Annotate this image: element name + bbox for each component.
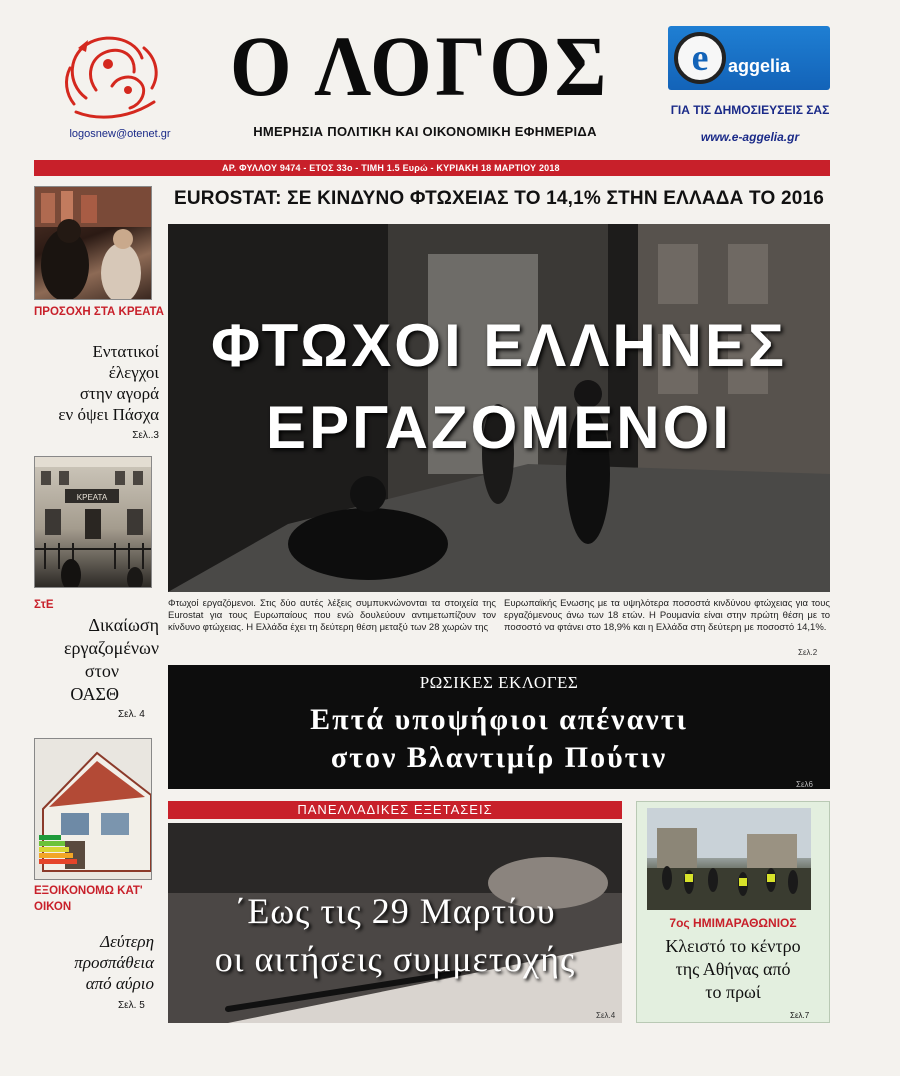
marathon-headline: Κλειστό το κέντρο της Αθήνας από το πρωί [665, 936, 801, 1002]
exams-headline-line-1: ΄Εως τις 29 Μαρτίου [234, 891, 556, 931]
exams-headline-line-2: οι αιτήσεις συμμετοχής [214, 939, 576, 979]
lead-headline-line-1: ΦΤΩΧΟΙ ΕΛΛΗΝΕΣ [210, 312, 788, 379]
exams-photo[interactable] [168, 823, 622, 1023]
ad-tagline: ΓΙΑ ΤΙΣ ΔΗΜΟΣΙΕΥΣΕΙΣ ΣΑΣ [670, 103, 830, 117]
russia-headline-line-2: στον Βλαντιμίρ Πούτιν [330, 741, 668, 774]
russia-kicker: ΡΩΣΙΚΕΣ ΕΚΛΟΓΕΣ [419, 673, 579, 692]
page-reference: Σελ.7 [790, 1011, 810, 1020]
russia-elections-box[interactable] [168, 665, 830, 789]
sidebar-kicker-energy: ΕΞΟΙΚΟΝΟΜΩ ΚΑΤ' ΟΙΚΟΝ [34, 885, 143, 913]
issue-info-bar: ΑΡ. ΦΥΛΛΟΥ 9474 - ΕΤΟΣ 33ο - ΤΙΜΗ 1.5 Ευρώ - ΚΥΡΙΑΚΗ 18 ΜΑΡΤΙΟΥ 2018 [34, 160, 830, 176]
eaggelia-wordmark: aggelia [728, 55, 791, 76]
lead-caption-left: Φτωχοί εργαζόμενοι. Στις δύο αυτές λέξεις συμπυκνώνονται τα στοιχεία της Eurostat για τους Ευρωπαίους που ενώ δουλεύουν αντιμετωπίζουν τον κίνδυνο φτώχειας. Η Ελλάδα έχει τη δεύτερη θέση μεταξύ των 28 χωρών της [168, 598, 496, 633]
meat-market-photo [34, 186, 152, 300]
eaggelia-ad-logo[interactable] [668, 26, 830, 90]
lead-photo[interactable] [168, 224, 830, 592]
ad-url-link[interactable]: www.e-aggelia.gr [700, 130, 800, 144]
newspaper-subtitle: ΗΜΕΡΗΣΙΑ ΠΟΛΙΤΙΚΗ ΚΑΙ ΟΙΚΟΝΟΜΙΚΗ ΕΦΗΜΕΡΙΔΑ [253, 124, 597, 139]
building-photo [34, 456, 152, 588]
sidebar-headline-meat[interactable]: Εντατικοί έλεγχοι στην αγορά εν όψει Πάσχα Σελ..3 [34, 341, 159, 446]
exams-kicker: ΠΑΝΕΛΛΑΔΙΚΕΣ ΕΞΕΤΑΣΕΙΣ [168, 801, 622, 819]
page-reference: Σελ. 5 [118, 1000, 145, 1011]
sidebar-headline-energy[interactable]: Δεύτερη προσπάθεια από αύριο [74, 932, 154, 993]
marathon-kicker: 7ος ΗΜΙΜΑΡΑΘΩΝΙΟΣ [669, 916, 797, 930]
page-reference: Σελ6 [796, 780, 813, 789]
sidebar-headline-oasth[interactable]: Δικαίωση εργαζομένων στον ΟΑΣΘ [63, 615, 159, 704]
lead-caption-right: Ευρωπαϊκής Ενωσης με τα υψηλότερα ποσοστά κινδύνου φτώχειας για τους εργαζόμενους άνω των 18 ετών. Η Ρουμανία είναι στην πρώτη θέση με το ποσοστό να φτάνει στο 18,9% και η Ελλάδα στη δεύτερη με ποσοστό 14,1%. [504, 598, 830, 633]
sidebar-kicker-ste: ΣτΕ [34, 599, 54, 611]
page-reference: Σελ.4 [596, 1011, 616, 1020]
lead-headline-line-2: ΕΡΓΑΖΟΜΕΝΟΙ [266, 394, 732, 461]
russia-headline-line-1: Επτά υποψήφιοι απέναντι [310, 703, 688, 736]
newspaper-title: Ο ΛΟΓΟΣ [230, 18, 610, 114]
newspaper-logo-illustration [56, 28, 168, 124]
energy-house-illustration [34, 738, 152, 880]
svg-text:ΚΡΕΑΤΑ: ΚΡΕΑΤΑ [76, 493, 108, 502]
sidebar-kicker-meat: ΠΡΟΣΟΧΗ ΣΤΑ ΚΡΕΑΤΑ [34, 306, 164, 318]
eaggelia-e-icon: e [674, 32, 726, 84]
page-reference: Σελ.2 [798, 648, 818, 657]
page-reference: Σελ..3 [132, 430, 159, 441]
contact-email: logosnew@otenet.gr [69, 128, 171, 140]
marathon-photo [647, 808, 811, 910]
lead-topline: EUROSTAT: ΣΕ ΚΙΝΔΥΝΟ ΦΤΩΧΕΙΑΣ ΤΟ 14,1% ΣΤΗΝ ΕΛΛΑΔΑ ΤΟ 2016 [173, 188, 825, 209]
page-reference: Σελ. 4 [118, 709, 145, 720]
